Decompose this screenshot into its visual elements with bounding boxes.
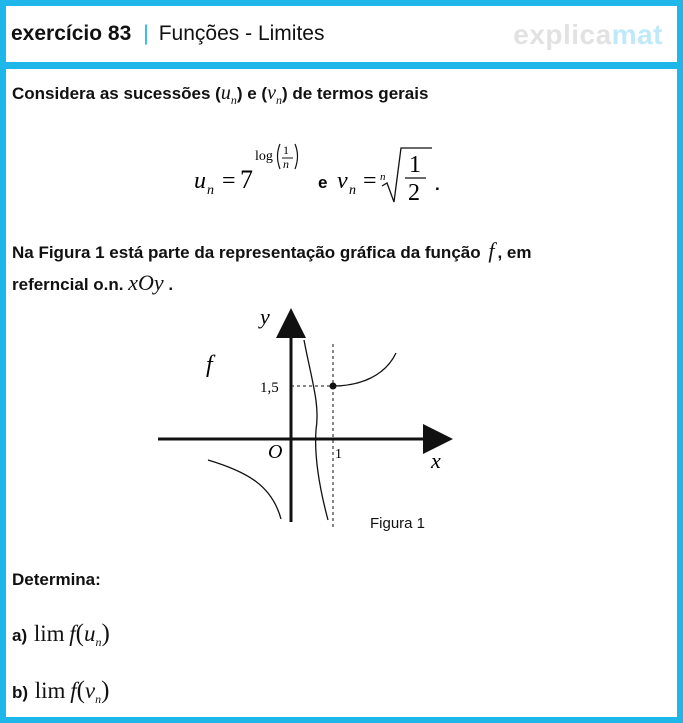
x-tick-label: 1 [335, 447, 342, 462]
u-subscript: n [207, 183, 214, 198]
equals-sign: = [222, 168, 236, 194]
task-heading: Determina: [12, 570, 101, 589]
explicamat-logo: explicamat [513, 19, 663, 50]
figure-intro-line2: referncial o.n. xOy . [12, 270, 174, 295]
exponent-denominator: n [283, 157, 289, 171]
function-label: f [206, 352, 213, 378]
figure-caption: Figura 1 [370, 515, 426, 532]
radical-sign [382, 148, 432, 202]
header-divider [0, 62, 683, 69]
base-seven: 7 [240, 165, 253, 194]
task-b: b) $\lim f(v_n)$ [12, 677, 110, 706]
connector-e: e [318, 173, 328, 192]
general-terms-formula [182, 136, 452, 208]
root-fraction-numerator: 1 [409, 152, 421, 178]
exponent-numerator: 1 [283, 143, 289, 157]
root-index: n [380, 171, 386, 183]
y-tick-label: 1,5 [260, 380, 279, 396]
y-axis-label: y [260, 304, 270, 329]
exponent-log: log [255, 149, 273, 164]
header [6, 6, 677, 62]
exercise-topic: Funções - Limites [158, 22, 325, 45]
equals-sign-2: = [363, 168, 377, 194]
curve-left-branch [208, 460, 281, 519]
root-fraction-denominator: 2 [408, 180, 420, 206]
exponent-left-paren [278, 144, 281, 169]
formula-period: . [435, 175, 440, 194]
origin-label: O [268, 441, 283, 463]
exercise-number: exercício 83 [11, 22, 132, 45]
title-separator: | [143, 22, 149, 45]
function-graph [150, 300, 460, 540]
exponent-right-paren [295, 144, 298, 169]
intro-sentence: Considera as sucessões $(u_n)$ e $(v_n)$ de termos gerais [12, 82, 429, 107]
u-symbol: u [194, 168, 206, 194]
figure-intro-line1: Na Figura 1 está parte da representação gráfica da função f , em [12, 238, 532, 263]
x-axis-label: x [431, 448, 441, 473]
task-a: a) $\lim f(u_n)$ [12, 620, 110, 649]
closed-point [330, 383, 337, 390]
curve-right-branch [333, 353, 396, 386]
v-symbol: v [337, 168, 348, 194]
curve-middle-branch [304, 340, 328, 520]
v-subscript: n [349, 183, 356, 198]
